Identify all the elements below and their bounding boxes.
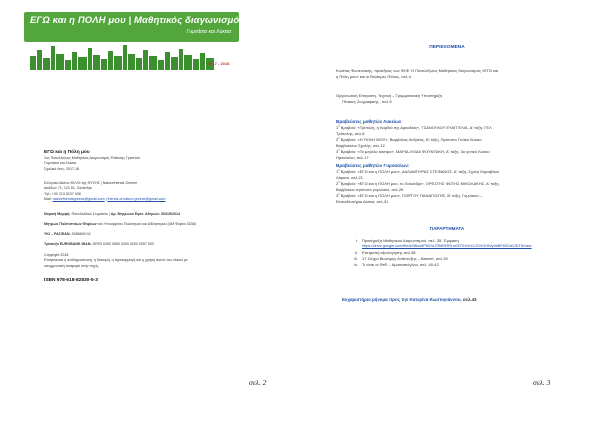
lykeia-awards <box>336 119 566 161</box>
legal-form-line <box>44 212 294 217</box>
award-text-cont: Ηρακλείου, σελ.17 <box>336 155 369 160</box>
appendix-item-link[interactable]: https://drive.google.com/file/d/0Bzo6PMOuJTfMl0RRLm2RTHxXX1JOVGHWy0#BF8VDdVIDT8/view <box>362 244 532 248</box>
cultural-registry-label: Μητρώο Πολιτιστικών Φορέων <box>44 222 97 226</box>
copyright-line: υποχρεωτική αναφορά στην πηγή. <box>44 263 99 268</box>
toc-committee-line: Οργανωτική Επιτροπή, Τεχνική – Γραμματειακή Υποστήριξη <box>336 93 443 98</box>
appendix-item-text: Επιτροπή αξιολόγησης σελ.38 <box>362 249 416 255</box>
site-link[interactable]: friends.of.nature.greece@gmail.com <box>107 197 166 202</box>
appendix-item-number: i. <box>356 238 358 243</box>
appendix-item-number: iv. <box>354 261 358 267</box>
isbn: ISBN 978-618-82830-5-3 <box>44 278 98 283</box>
copyright-line: Επιτρέπεται η αναδημοσίευση, η διανομή, η προσαρμογή και η χρήση αυτού του υλικού με <box>44 258 188 263</box>
page-number-right: σελ. 3 <box>533 378 551 387</box>
appendix-item-text: Προκήρυξη Μαθητικού Διαγωνισμού, σελ. 35- Έμφαση <box>362 238 459 243</box>
vat-line <box>44 232 294 237</box>
email-link[interactable]: naturefriendsgreece@gmail.com <box>52 197 105 202</box>
award-rank-suffix: ο <box>338 136 340 140</box>
award-text-cont: Βαρβάκειο πρότυπο γυμνάσιο, σελ.26 <box>336 187 404 192</box>
colophon-line: Γυμνάσια και Λύκεια <box>44 161 77 166</box>
award-text-cont: Τρίπολης, σελ.8 <box>336 131 365 136</box>
award-rank-suffix: ο <box>338 124 340 128</box>
award-entry[interactable] <box>336 169 566 181</box>
bank-value: GR93 0260 0560 0000 0200 0057 003 <box>92 242 154 246</box>
contact-email-line <box>44 197 294 202</box>
link-separator: | <box>105 197 107 202</box>
colophon-line: Σχολικό έτος: 2017-18 <box>44 166 80 171</box>
award-rank: 1 <box>336 125 339 130</box>
banner-title: ΕΓΩ και η ΠΟΛΗ μου | Μαθητικός διαγωνισμός <box>30 15 245 26</box>
award-text: Βραβείο: «ΕΓΩ και η ΠΟΛΗ μου», ΓΙΩΡΓΟΥ ΠΑΝΑΓΙΩΤΗΣ, Β' τάξη, Γυμνάσιο – <box>339 193 482 198</box>
appendix-item-text: Τι είναι οι ΦτΦ – Αμυπασιόγλου, σελ. 40-42 <box>362 261 439 267</box>
award-entry[interactable] <box>336 193 566 205</box>
award-text: Βραβείο: «Τρίπολη, η Καρδιά της Αρκαδίας», ΤΣΑΝΟΥΛΟΥ ΕΥΑΓΓΕΛΙΑ, Α' τάξη, ΓΕΛ <box>339 125 492 130</box>
contact-line: Ελληνικό Δίκτυο ΦΙΛΟΙ της ΦΥΣΗΣ | Naturefriends Greece <box>44 181 138 185</box>
toc-committee <box>336 93 566 105</box>
appendix-item[interactable] <box>348 238 562 250</box>
appendix-item-text: 17 Στόχοι Βιώσιμης Ανάπτυξης – Banner, σελ.39 <box>362 255 448 261</box>
gymnasia-awards <box>336 163 566 205</box>
right-page <box>300 0 600 424</box>
appendix-list <box>348 238 562 268</box>
banner-year: 2017 - 2018 <box>208 61 230 66</box>
colophon-line: 1ος Πανελλήνιος Μαθητικός Διαγωνισμός Έκθεσης Γραπτού <box>44 156 140 160</box>
award-entry[interactable] <box>336 181 566 193</box>
toc-intro <box>336 68 566 80</box>
award-entry[interactable] <box>336 149 566 161</box>
award-rank-suffix: ο <box>338 148 340 152</box>
colophon-block <box>44 150 294 172</box>
toc-title: ΠΕΡΙΕΧΟΜΕΝΑ <box>429 45 465 50</box>
appendix-title: ΠΑΡΑΡΤΗΜΑΤΑ <box>429 226 465 231</box>
registry-number-label: Αρ. Μητρώου Εφετ. Αθηνών: <box>110 212 160 216</box>
award-rank: 2 <box>336 137 339 142</box>
contact-block <box>44 181 294 203</box>
thanks-page: σελ.43 <box>462 297 477 302</box>
registry-number-value: 30415/2014 <box>161 212 180 216</box>
copyright-block <box>44 253 294 269</box>
award-rank: 1 <box>336 169 339 174</box>
toc-intro-line: Κώστας Φωτεινάκης, πρόεδρος των ΦτΦ: Ο Πανελλήνιος Μαθητικός διαγωνισμός «ΕΓΩ και <box>336 68 499 73</box>
vat-value: 9286849 02 <box>71 232 91 236</box>
toc-committee-line: Πίνακες Ζωγραφικής , σελ.5 <box>342 99 392 104</box>
award-rank-suffix: ο <box>338 192 340 196</box>
banner-subtitle: Γυμνάσια και Λύκεια <box>186 29 231 35</box>
award-text-cont: Βαρβακείου Σχολής, σελ.12 <box>336 143 385 148</box>
legal-form-label: Νομική Μορφή: <box>44 212 71 216</box>
appendix-item-number: iii. <box>354 255 358 261</box>
award-entry[interactable] <box>336 125 566 137</box>
appendix-item[interactable] <box>348 262 562 268</box>
award-rank-suffix: ο <box>338 168 340 172</box>
appendix-item-number: ii. <box>355 249 358 255</box>
vat-label: ΥΚΙ – ΡΑΣ/ΕΑΝ: <box>44 232 71 236</box>
bank-label: Τράπεζα EUROBANK IBAN: <box>44 242 92 246</box>
colophon-heading: ΕΓΩ και η Πόλη μου <box>44 150 90 155</box>
award-rank: 2 <box>336 181 339 186</box>
award-text: Βραβείο: «Το μεγάλο κάστρο», ΜΑΡΙΑ-ΛΥΔΙΑ ΦΟΥΝΤΑΚΗ, Α' τάξη, 3ο γενικό Λύκειο <box>339 149 490 154</box>
award-text-cont: Εκπαιδευτήρια Δούκα, σελ.31 <box>336 199 389 204</box>
gymnasia-title: Βραβεύσεις μαθητών Γυμνασίων: <box>336 163 410 168</box>
award-text: Βραβείο: «ΕΓΩ και η ΠΟΛΗ μου, το Χαλάνδρι», ΟΡΕΣΤΗΣ ΦΩΤΗΣ ΜΙΚΟΛΑΚΗΣ, Α' τάξη, <box>339 181 500 186</box>
page-number-left: σελ. 2 <box>249 378 267 387</box>
thanks-text: Ευχαριστήριο μήνυμα προς την Κατερίνα Κωστογιάννου, <box>342 297 462 302</box>
contact-line: Ακάδων 71, 121 61, Χαλάνδρι <box>44 186 92 191</box>
cultural-registry-value: του Υπουργείου Πολιτισμού και Αθλητισμού (ΑΜ Φορέα 3338) <box>97 222 196 226</box>
award-text: Βραβείο: «ΕΓΩ και η ΠΟΛΗ μου», ΔΑΛΑΜΠΥΡΑΣ ΣΤΕΦΑΝΟΣ, Α' τάξη, Σχολή Καραβάνα <box>339 169 499 174</box>
copyright-line: Copyright 2018 <box>44 253 69 257</box>
award-rank: 3 <box>336 193 339 198</box>
award-text-cont: Λάρισα, σελ.21 <box>336 175 363 180</box>
lykeia-title: Βραβεύσεις μαθητών Λυκείων <box>336 119 402 124</box>
legal-separator: | <box>108 212 110 216</box>
award-rank: 3 <box>336 149 339 154</box>
legal-form-value: Πανελλαδικό Σωματείο <box>71 212 108 216</box>
email-label: Mail: <box>44 197 52 202</box>
city-skyline-icon <box>28 42 216 70</box>
award-text: Βραβείο: «Η ΠΟΛΗ ΜΟΥ», Βαμβάλας Ανδρέας, Β' τάξη, Πρότυπο Γενικό Λύκειο <box>339 137 482 142</box>
toc-intro-line: η Πόλη μου» και οι Βιώσιμες Πόλεις, σελ.4 <box>336 74 411 79</box>
logo-banner <box>24 12 245 42</box>
award-rank-suffix: ο <box>338 180 340 184</box>
contact-line: Τηλ: +30 213 5237 408 <box>44 191 81 196</box>
award-entry[interactable] <box>336 137 566 149</box>
cultural-registry-line <box>44 222 294 227</box>
bank-line <box>44 242 294 247</box>
thanks-line[interactable] <box>342 297 582 303</box>
